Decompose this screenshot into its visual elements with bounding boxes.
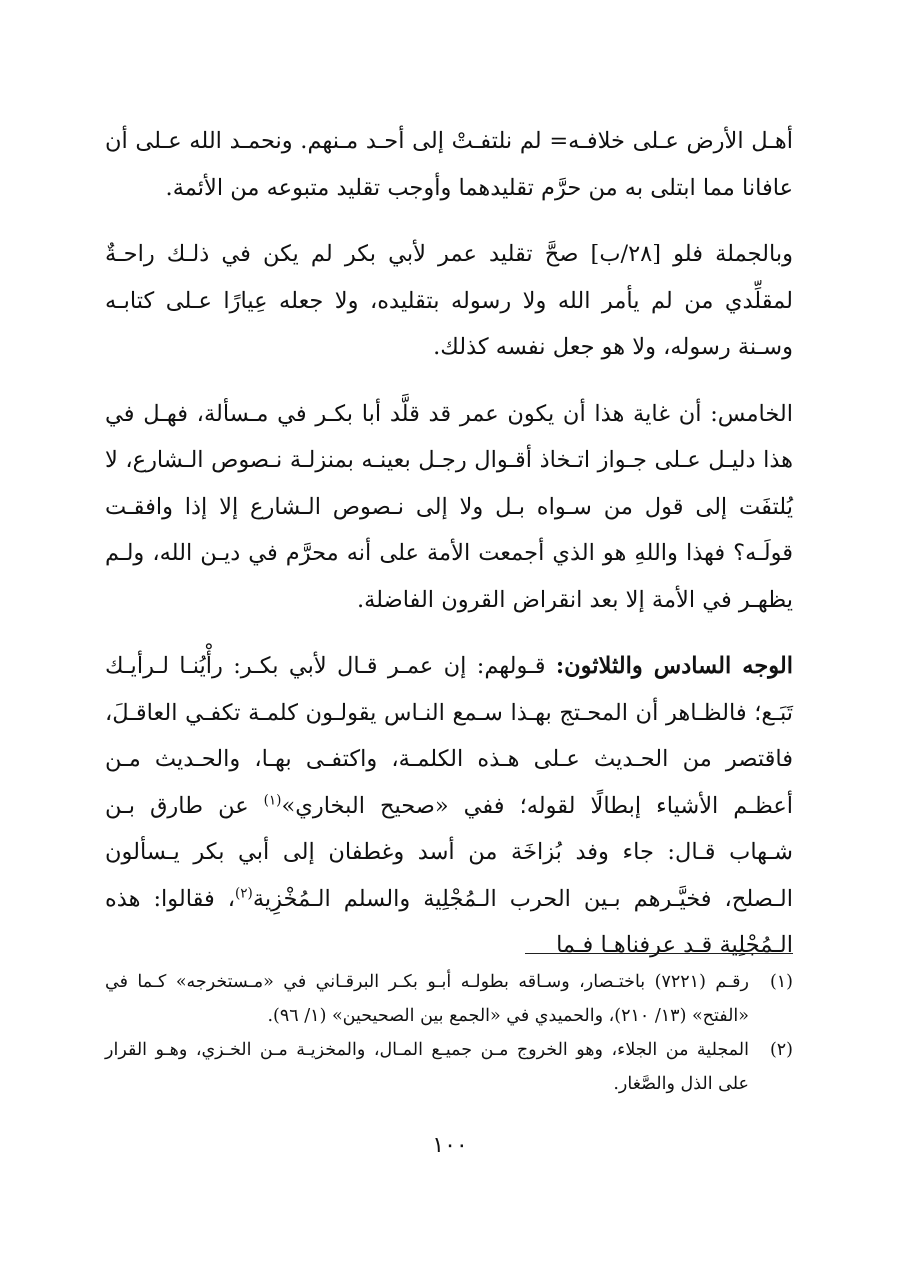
footnote-2 [105, 1033, 793, 1101]
footnote-2-text: المجلية من الجلاء، وهو الخروج مـن جميـع المـال، والمخزيـة مـن الخـزي، وهـو القرار على الذل والصَّغار. [105, 1040, 749, 1094]
footnote-2-number: (٢) [769, 1040, 793, 1060]
paragraph-4 [105, 643, 793, 969]
footnote-ref-1: (١) [263, 792, 282, 808]
footnotes [105, 965, 793, 1101]
paragraph-2: وبالجملة فلو [٢٨/ب] صحَّ تقليد عمر لأبي بكر لم يكن في ذلـك راحـةٌ لمقلِّدي من لم يأمر الله ولا رسوله بتقليده، ولا جعله عِيارًا عـلى كتابـه وسـنة رسوله، ولا هو جعل نفسه كذلك. [105, 241, 793, 360]
footnote-1 [105, 965, 793, 1033]
footnote-1-number: (١) [769, 972, 793, 992]
paragraph-4-text-a: قـولهم: إن عمـر قـال لأبي بكـر: رأْيُنـا لـرأيـك تَبَـع؛ فالظـاهر أن المحـتج بهـذا سـمع النـاس يقولـون كلمـة تكفـي العاقـلَ، فاقتصر من الحـديث عـلى هـذه الكلمـة، واكتفـى بهـا، والحـديث مـن أعظـم الأشياء إبطالًا لقوله؛ ففي «صحيح البخاري» [105, 653, 794, 819]
footnote-ref-2: (٢) [234, 885, 253, 901]
page-number: ١٠٠ [432, 1133, 468, 1158]
footnote-divider [525, 953, 793, 954]
main-text [105, 118, 793, 969]
paragraph-3: الخامس: أن غاية هذا أن يكون عمر قد قلَّد أبا بكـر في مـسألة، فهـل في هذا دليـل عـلى جـواز اتـخاذ أقـوال رجـل بعينـه بمنزلـة نـصوص الـشارع، لا يُلتفَت إلى قول من سـواه بـل ولا إلى نـصوص الـشارع إلا إذا وافقـت قولَـه؟ فهذا واللهِ هو الذي أجمعت الأمة على أنه محرَّم في ديـن الله، ولـم يظهـر في الأمة إلا بعد انقراض القرون الفاضلة. [105, 400, 793, 613]
footnote-1-text: رقـم (٧٢٢١) باختـصار، وسـاقه بطولـه أبـو بكـر البرقـاني في «مـستخرجه» كـما في «الفتح» (١٣/ ٢١٠)، والحميدي في «الجمع بين الصحيحين» (١/ ٩٦). [105, 972, 749, 1026]
section-heading: الوجه السادس والثلاثون: [555, 653, 793, 679]
paragraph-4-text-b: عن طارق بـن شـهاب قـال: جاء وفد بُزاخَة من أسد وغطفان إلى أبي بكر يـسألون الـصلح، فخيَّـرهم بـين الحرب الـمُجْلِية والسلم الـمُخْزِية [105, 792, 793, 912]
paragraph-4-text-c: ، فقالوا: هذه الـمُجْلِية قـد عرفناهـا فـما [105, 885, 793, 958]
paragraph-1: أهـل الأرض عـلى خلافـه= لم نلتفـتْ إلى أحـد مـنهم. ونحمـد الله عـلى أن عافانا مما ابتلى به من حرَّم تقليدهما وأوجب تقليد متبوعه من الأئمة. [105, 128, 793, 201]
